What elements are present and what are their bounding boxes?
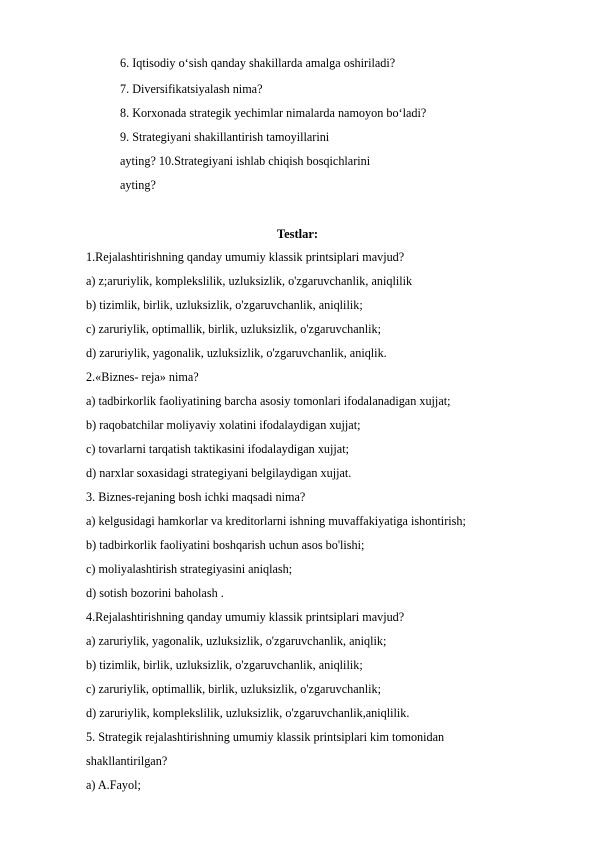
tests-line: a) kelgusidagi hamkorlar va kreditorlarni ishning muvaffakiyatiga ishontirish; (86, 514, 466, 528)
tests-line: c) moliyalashtirish strategiyasini aniqlash; (86, 562, 293, 576)
tests-line: 5. Strategik rejalashtirishning umumiy klassik printsiplari kim tomonidan (86, 730, 445, 744)
question-line: 8. Korxonada strategik yechimlar nimalarda namoyon bo‘ladi? (120, 106, 427, 120)
tests-line: c) tovarlarni tarqatish taktikasini ifodalaydigan xujjat; (86, 442, 349, 456)
tests-line: a) A.Fayol; (86, 778, 141, 792)
tests-line: d) sotish bozorini baholash . (86, 586, 224, 600)
tests-line: b) tizimlik, birlik, uzluksizlik, o'zgaruvchanlik, aniqlilik; (86, 298, 363, 312)
tests-line: a) zaruriylik, yagonalik, uzluksizlik, o'zgaruvchanlik, aniqlik; (86, 634, 387, 648)
question-line: ayting? (120, 178, 156, 192)
tests-line: 1.Rejalashtirishning qanday umumiy klassik printsiplari mavjud? (86, 250, 405, 264)
tests-line: 4.Rejalashtirishning qanday umumiy klassik printsiplari mavjud? (86, 610, 405, 624)
tests-line: d) zaruriylik, komplekslilik, uzluksizlik, o'zgaruvchanlik,aniqlilik. (86, 706, 410, 720)
tests-title: Testlar: (276, 227, 319, 241)
question-line: 9. Strategiyani shakillantirish tamoyillarini (120, 130, 330, 144)
question-line: 7. Diversifikatsiyalash nima? (120, 82, 263, 96)
question-line: ayting? 10.Strategiyani ishlab chiqish bosqichlarini (120, 154, 371, 168)
tests-line: 3. Biznes-rejaning bosh ichki maqsadi nima? (86, 490, 306, 504)
tests-line: d) zaruriylik, yagonalik, uzluksizlik, o'zgaruvchanlik, aniqlik. (86, 346, 387, 360)
tests-line: a) tadbirkorlik faoliyatining barcha asosiy tomonlari ifodalanadigan xujjat; (86, 394, 451, 408)
tests-line: c) zaruriylik, optimallik, birlik, uzluksizlik, o'zgaruvchanlik; (86, 322, 381, 336)
tests-line: shakllantirilgan? (86, 754, 168, 768)
tests-line: b) tadbirkorlik faoliyatini boshqarish uchun asos bo'lishi; (86, 538, 365, 552)
tests-line: b) tizimlik, birlik, uzluksizlik, o'zgaruvchanlik, aniqlilik; (86, 658, 363, 672)
tests-line: c) zaruriylik, optimallik, birlik, uzluksizlik, o'zgaruvchanlik; (86, 682, 381, 696)
question-line: 6. Iqtisodiy o‘sish qanday shakillarda amalga oshiriladi? (120, 56, 396, 70)
tests-line: b) raqobatchilar moliyaviy xolatini ifodalaydigan xujjat; (86, 418, 361, 432)
tests-line: d) narxlar soxasidagi strategiyani belgilaydigan xujjat. (86, 466, 352, 480)
tests-line: a) z;aruriylik, komplekslilik, uzluksizlik, o'zgaruvchanlik, aniqlilik (86, 274, 413, 288)
tests-line: 2.«Biznes- reja» nima? (86, 370, 199, 384)
